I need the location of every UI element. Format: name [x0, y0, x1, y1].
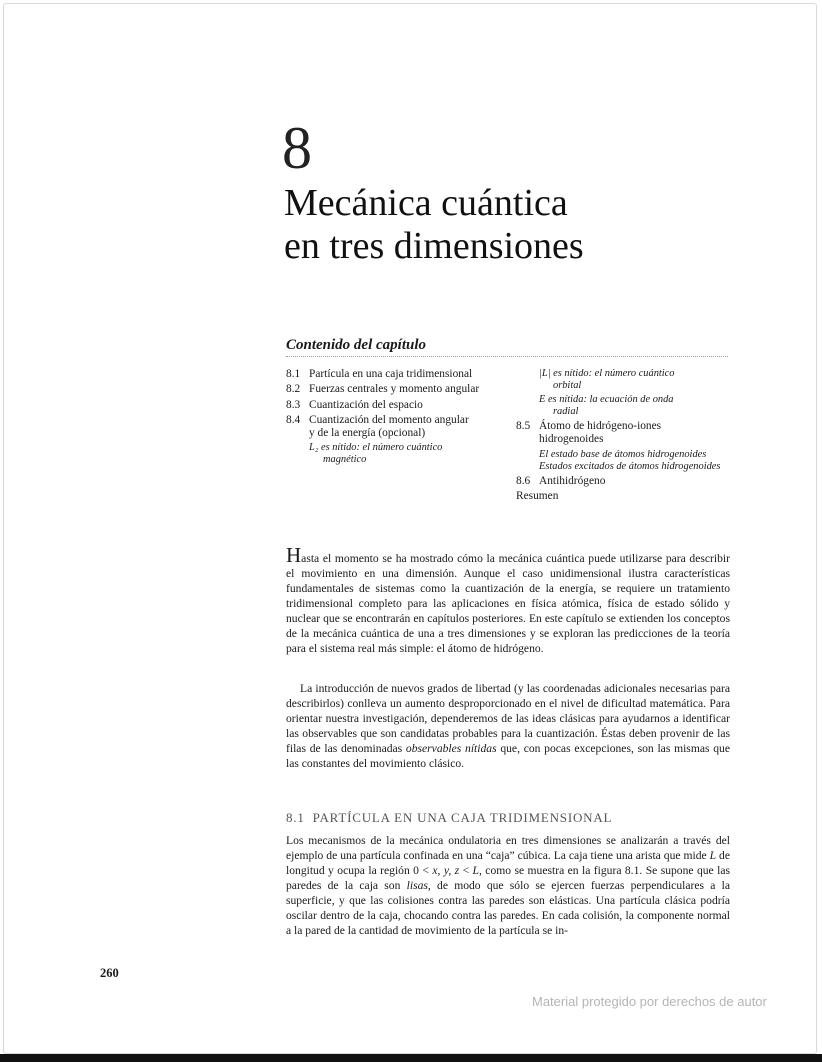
toc-subentry: El estado base de átomos hidrogenoides	[539, 448, 707, 460]
toc-entry	[516, 420, 689, 447]
toc-entry-title: Partícula en una caja tridimensional	[309, 368, 473, 380]
section-paragraph-1	[286, 833, 730, 938]
toc-subentry-line: E es nítida: la ecuación de onda	[539, 394, 674, 405]
toc-entry-title: Fuerzas centrales y momento angular	[309, 383, 480, 396]
drop-cap: H	[286, 543, 302, 567]
toc-subentry	[516, 394, 738, 418]
toc-entry-number: 8.5	[516, 420, 531, 432]
intro-paragraph-2	[286, 681, 730, 771]
toc-entry-number: 8.3	[286, 398, 301, 411]
section-text: , como se muestra en la figura 8.1. Se supone que las paredes de la caja son	[286, 864, 730, 893]
intro-paragraph-1-text: asta el momento se ha mostrado cómo la mecánica cuántica puede utilizarse para describir el movimiento en una dimensión. Aunque el caso unidimensional ilustra características fundamentales de sistemas como la cuantización de la energía, se requiere un tratamiento tridimensional completo para las aplicaciones en física atómica, física de estado sólido y nuclear que se encontrarán en capítulos posteriores. En este capítulo se extienden los conceptos de la mecánica cuántica de una a tres dimensiones y se exploran las predicciones de la teoría para el sistema real más simple: el átomo de hidrógeno.	[286, 552, 730, 656]
toc-subentry: Estados excitados de átomos hidrogenoides	[539, 460, 721, 472]
toc-subentry-line: orbital	[553, 380, 582, 391]
section-text: de modo que sólo se ejercen fuerzas perpendiculares a la superficie, y que las colisiones contra las paredes son elásticas. Una partícula clásica podría oscilar dentro de la caja, chocando contra las paredes. En cada colisión, la componente normal a la pared de la cantidad de movimiento de la partícula se in-	[286, 879, 730, 938]
toc-entry-title: Cuantización del espacio	[309, 398, 423, 411]
chapter-title-line-1: Mecánica cuántica	[284, 182, 568, 224]
toc-subentry-line: magnético	[323, 454, 367, 466]
intro-paragraph-2-text-end: que, con pocas excepciones, son las mismas que las constantes del movimiento clásico.	[286, 742, 730, 771]
copyright-watermark: Material protegido por derechos de autor	[532, 994, 767, 1009]
chapter-number: 8	[282, 115, 312, 181]
bottom-bar	[0, 1054, 822, 1062]
toc-entry-number: 8.2	[286, 383, 301, 396]
intro-paragraph-1	[286, 543, 730, 656]
section-title: PARTÍCULA EN UNA CAJA TRIDIMENSIONAL	[312, 810, 613, 825]
toc-entry	[286, 399, 501, 412]
toc-subentry-line: radial	[553, 406, 579, 417]
page-number: 260	[100, 966, 119, 980]
toc-entry-number: 8.4	[286, 413, 301, 426]
toc-subentry-line: L₂ es nítido: el número cuántico	[309, 442, 443, 454]
contents-divider	[286, 356, 728, 357]
emphasis-text: lisas,	[406, 879, 431, 893]
toc-entry	[286, 414, 469, 441]
toc-subentry-line: |L| es nítido: el número cuántico	[539, 368, 675, 379]
section-number: 8.1	[286, 810, 305, 825]
math-symbol: L	[709, 849, 717, 863]
contents-left-column	[286, 368, 501, 468]
toc-entry-title: Cuantización del momento angular y de la energía (opcional)	[309, 413, 469, 440]
toc-summary: Resumen	[516, 489, 559, 502]
toc-entry	[516, 475, 738, 488]
toc-subentry	[516, 368, 738, 392]
intro-paragraph-2-text: La introducción de nuevos grados de libertad (y las coordenadas adicionales necesarias para describirlos) conlleva un aumento desproporcionado en el nivel de dificultad matemática. Para orientar nuestra investigación, dependeremos de las ideas clásicas para ayudarnos a identificar las observables que son candidatas probables para la cuantización. Éstas deben provenir de las filas de las denominadas	[286, 682, 730, 756]
toc-entry-title: Átomo de hidrógeno-iones hidrogenoides	[539, 420, 662, 446]
toc-entry	[286, 383, 501, 396]
math-symbol: L	[472, 864, 479, 878]
toc-subentry	[286, 442, 501, 466]
contents-heading: Contenido del capítulo	[286, 337, 427, 353]
section-text: Los mecanismos de la mecánica ondulatoria en tres dimensiones se analizarán a través del ejemplo de una partícula confinada en una “caja” cúbica. La caja tiene una arista que mide	[286, 834, 730, 863]
toc-entry-number: 8.1	[286, 368, 301, 380]
emphasis-text: observables nítidas	[405, 742, 497, 756]
chapter-title	[284, 182, 584, 268]
contents-right-column	[516, 368, 738, 503]
math-symbol: x, y, z	[432, 864, 460, 878]
toc-entry-title: Antihidrógeno	[539, 474, 606, 487]
section-text: de longitud y ocupa la región 0 <	[286, 849, 730, 878]
section-text: <	[459, 864, 473, 878]
section-heading	[286, 810, 612, 826]
toc-entry	[286, 368, 501, 381]
toc-entry-number: 8.6	[516, 474, 531, 487]
chapter-title-line-2: en tres dimensiones	[284, 225, 584, 267]
